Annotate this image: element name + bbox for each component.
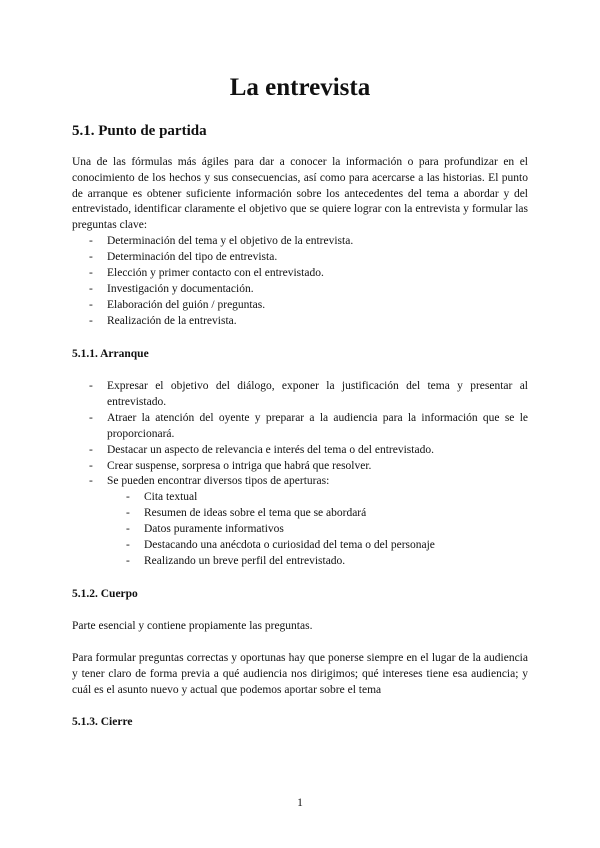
list-item: - Crear suspense, sorpresa o intriga que habrá que resolver.: [89, 459, 372, 472]
list-item: - Cita textual: [126, 491, 198, 504]
list-item: - Atraer la atención del oyente y preparar a la audiencia para la información que se le proporcionará.: [89, 411, 528, 440]
list-item: - Investigación y documentación.: [89, 282, 254, 295]
list-item: - Determinación del tema y el objetivo de la entrevista.: [89, 235, 354, 247]
aperturas-list: [107, 490, 528, 570]
list-item: - Realización de la entrevista.: [89, 314, 237, 327]
list-item: - Destacar un aspecto de relevancia e interés del tema o del entrevistado.: [89, 443, 434, 456]
list-item: - Datos puramente informativos: [126, 523, 284, 536]
list-item: - Resumen de ideas sobre el tema que se abordará: [126, 507, 367, 520]
subsection-heading-cierre: 5.1.3. Cierre: [72, 716, 133, 728]
page-number: 1: [297, 797, 303, 809]
intro-paragraph: Una de las fórmulas más ágiles para dar a conocer la información o para profundizar en el conocimiento de los hechos y sus consecuencias, así como para acercarse a las historias. El punto de arranque es obtener suficiente información sobre los antecedentes del tema a abordar y del entrevistado, identificar claramente el objetivo que se quiere lograr con la entrevista y formular las preguntas clave:: [72, 156, 528, 232]
cuerpo-paragraph-2: Para formular preguntas correctas y oportunas hay que ponerse siempre en el lugar de la audiencia y tener claro de forma previa a qué audiencia nos dirigimos; qué intereses tiene esa audiencia; y cuál es el asunto nuevo y actual que podemos aportar sobre el tema: [72, 652, 528, 696]
list-item: - Se pueden encontrar diversos tipos de aperturas: - Cita textual - Resumen de ideas sobre el tema que se abordará - Datos puramente informativos - Destacando una anécdota o curiosidad del tema o del personaje - Realizando un breve perfil del entrevistado.: [72, 474, 528, 569]
subsection-heading-cuerpo: 5.1.2. Cuerpo: [72, 588, 138, 600]
steps-list: [72, 234, 528, 329]
list-item: - Elaboración del guión / preguntas.: [89, 298, 266, 311]
list-item: - Determinación del tipo de entrevista.: [89, 250, 278, 263]
section-heading-punto-de-partida: 5.1. Punto de partida: [72, 123, 207, 139]
list-item: - Elección y primer contacto con el entrevistado.: [89, 266, 324, 279]
list-item: - Expresar el objetivo del diálogo, exponer la justificación del tema y presentar al entrevistado.: [89, 380, 528, 408]
arranque-list: [72, 379, 528, 570]
subsection-heading-arranque: 5.1.1. Arranque: [72, 348, 149, 360]
list-item: - Realizando un breve perfil del entrevistado.: [126, 554, 346, 567]
list-item: - Destacando una anécdota o curiosidad del tema o del personaje: [126, 539, 435, 552]
cuerpo-paragraph-1: Parte esencial y contiene propiamente las preguntas.: [72, 620, 313, 632]
page-title: La entrevista: [229, 74, 371, 101]
